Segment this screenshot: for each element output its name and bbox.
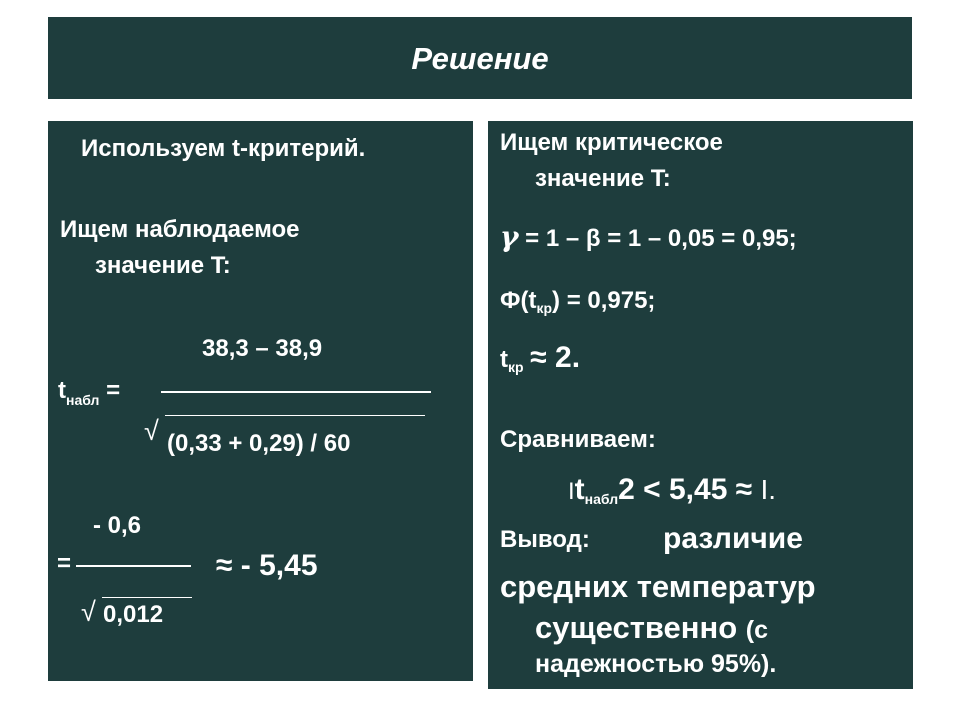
tkr-symbol: t — [500, 346, 508, 373]
t-symbol: t — [58, 377, 66, 404]
intro-text: Используем t-критерий. — [81, 135, 366, 162]
gamma-line — [500, 220, 797, 253]
critical-heading-line1: Ищем критическое — [500, 129, 723, 156]
conclusion-label: Вывод: — [500, 526, 590, 553]
right-panel — [488, 121, 913, 689]
tkr-subscript: кр — [508, 359, 524, 375]
fraction2-bar — [76, 565, 191, 567]
title-bar — [48, 17, 912, 99]
fraction1-bar — [161, 391, 431, 393]
abs-bar-left: I — [568, 478, 575, 505]
conclusion-line2: средних температур — [500, 569, 816, 604]
sqrt1-overline — [165, 415, 425, 416]
tkr-value: ≈ 2. — [530, 341, 581, 374]
equals-sign-2: = — [57, 550, 72, 577]
conclusion-line3b: (с — [745, 616, 769, 644]
approx-result: ≈ - 5,45 — [216, 549, 318, 582]
sqrt2-icon: √ — [81, 597, 96, 627]
compare-label: Сравниваем: — [500, 426, 656, 453]
comparison-line — [568, 475, 776, 505]
cmp-subscript: набл — [584, 491, 619, 507]
phi-line — [500, 287, 656, 316]
fraction2-denominator: 0,012 — [103, 601, 164, 628]
gamma-equation: = 1 – β = 1 – 0,05 = 0,95; — [525, 225, 797, 252]
gamma-symbol: γ — [500, 220, 519, 253]
conclusion-line4: надежностью 95%). — [535, 650, 777, 678]
phi-prefix: Ф(t — [500, 287, 537, 314]
fraction1-denominator: (0,33 + 0,29) / 60 — [167, 430, 351, 457]
observed-heading-line2: значение T: — [95, 252, 231, 279]
t-observed-label — [58, 377, 121, 408]
sqrt1-icon: √ — [144, 416, 159, 446]
phi-suffix: ) = 0,975; — [552, 287, 656, 314]
conclusion-line3a: существенно — [535, 610, 738, 645]
equals-sign-1: = — [106, 377, 121, 404]
slide-title: Решение — [411, 41, 549, 76]
sqrt2-overline — [102, 597, 192, 598]
t-subscript: набл — [66, 392, 100, 408]
phi-subscript: кр — [536, 300, 553, 316]
fraction2-numerator: - 0,6 — [93, 512, 142, 539]
conclusion-word: различие — [663, 522, 803, 555]
cmp-rest: 2 < 5,45 ≈ — [618, 473, 753, 506]
left-panel — [48, 121, 473, 681]
observed-heading-line1: Ищем наблюдаемое — [60, 216, 300, 243]
abs-bar-right: I. — [760, 474, 777, 505]
critical-heading-line2: значение T: — [535, 165, 671, 192]
cmp-t: t — [574, 473, 585, 506]
conclusion-line3 — [535, 612, 768, 643]
tkr-line — [500, 343, 580, 373]
fraction1-numerator: 38,3 – 38,9 — [202, 335, 323, 362]
